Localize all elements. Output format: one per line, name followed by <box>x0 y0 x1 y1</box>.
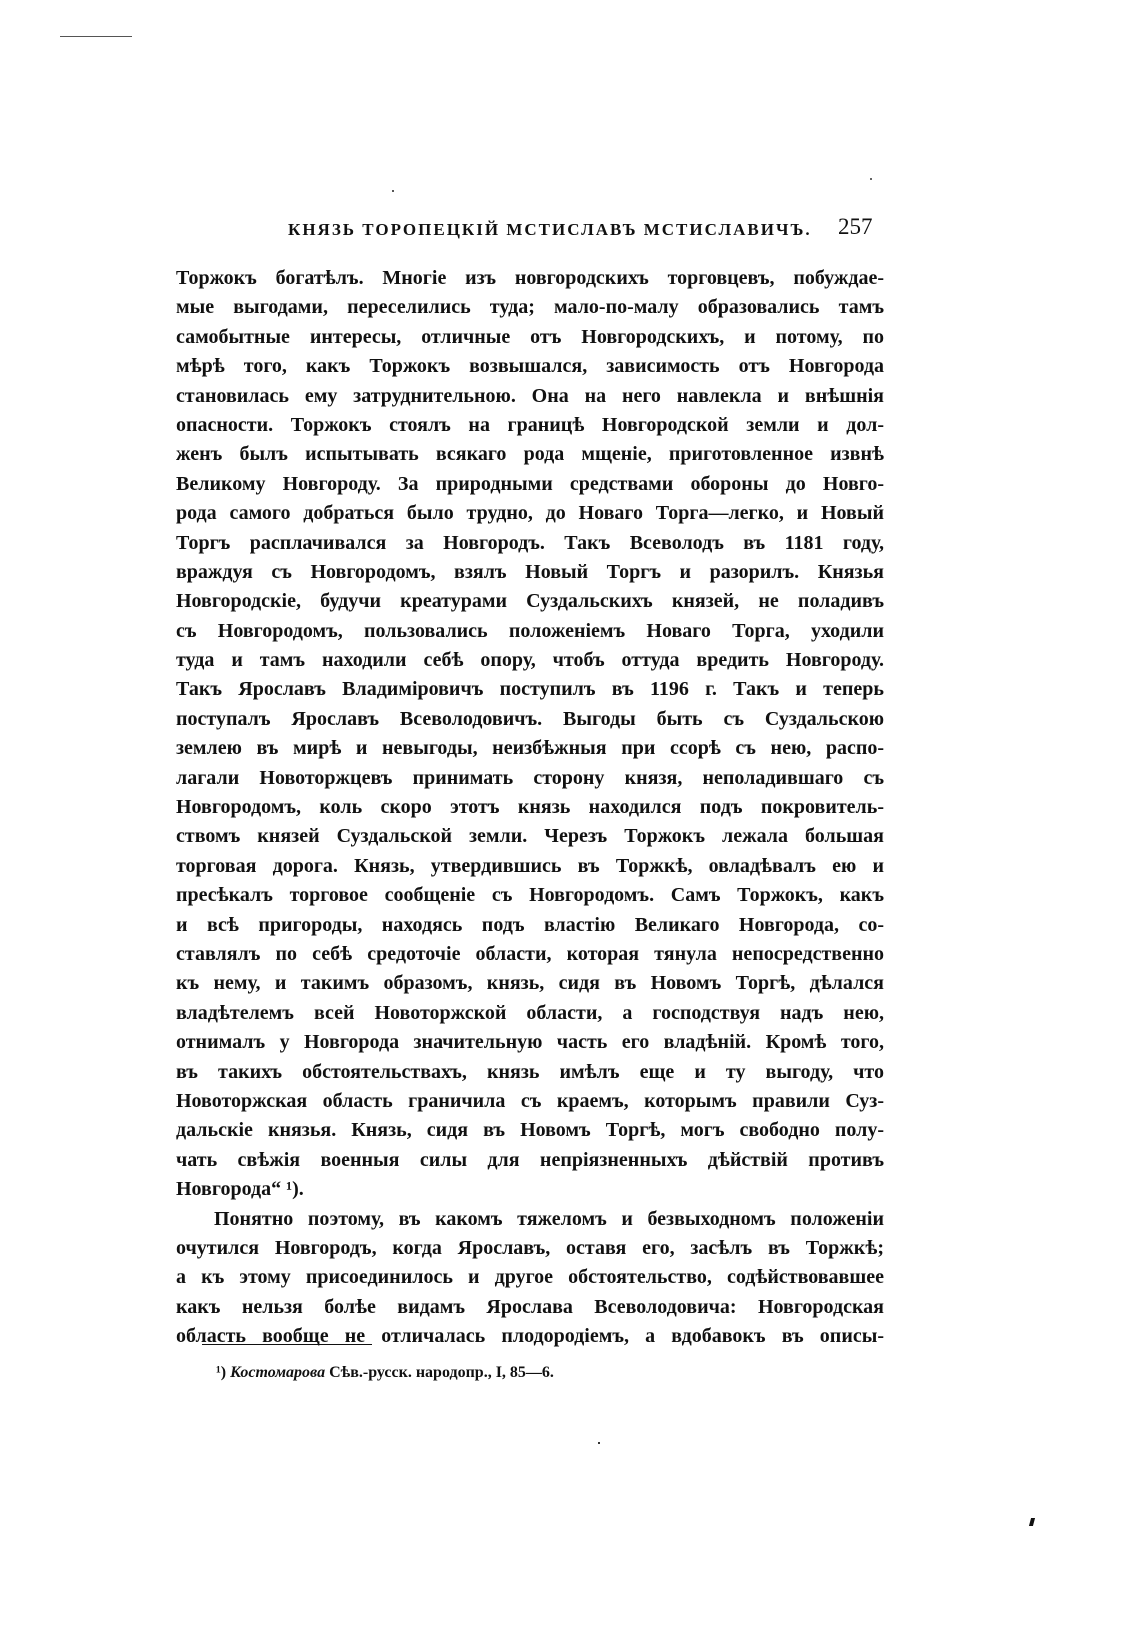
text-line: Великому Новгороду. За природными средствами обороны до Новго- <box>176 472 884 495</box>
text-line: въ такихъ обстоятельствахъ, князь имѣлъ еще и ту выгоду, что <box>176 1060 884 1083</box>
text-line: очутился Новгородъ, когда Ярославъ, оставя его, засѣлъ въ Торжкѣ; <box>176 1236 884 1259</box>
text-line: мѣрѣ того, какъ Торжокъ возвышался, зависимость отъ Новгорода <box>176 355 884 378</box>
running-head: КНЯЗЬ ТОРОПЕЦКІЙ МСТИСЛАВЪ МСТИСЛАВИЧЪ. <box>288 220 812 239</box>
text-line: Понятно поэтому, въ какомъ тяжеломъ и безвыходномъ положеніи <box>214 1207 884 1230</box>
text-line: поступалъ Ярославъ Всеволодовичъ. Выгоды быть съ Суздальскою <box>176 707 884 730</box>
text-line: мые выгодами, переселились туда; мало-по-малу образовались тамъ <box>176 296 884 319</box>
text-line: Новгородомъ, коль скоро этотъ князь находился подъ покровитель- <box>176 796 884 819</box>
footnote-marker: ¹) <box>216 1364 227 1381</box>
print-speck <box>598 1442 600 1444</box>
text-line: женъ былъ испытывать всякаго рода мщеніе, приготовленное извнѣ <box>176 443 884 466</box>
text-line: ставлялъ по себѣ средоточіе области, которая тянула непосредственно <box>176 942 884 965</box>
footnote <box>216 1364 554 1382</box>
text-line: Торжокъ богатѣлъ. Многіе изъ новгородскихъ торговцевъ, побуждае- <box>176 267 884 289</box>
footnote-text: Сѣв.-русск. народопр., I, 85—6. <box>329 1364 554 1381</box>
text-line: область вообще не отличалась плодородіемъ, а вдобавокъ въ описы- <box>176 1325 884 1348</box>
text-line: пресѣкалъ торговое сообщеніе съ Новгородомъ. Самъ Торжокъ, какъ <box>176 884 884 907</box>
text-line: Торгъ расплачивался за Новгородъ. Такъ Всеволодъ въ 1181 году, <box>176 531 884 554</box>
text-line: Новоторжская область граничила съ краемъ, которымъ правили Суз- <box>176 1089 884 1112</box>
text-line: туда и тамъ находили себѣ опору, чтобъ оттуда вредить Новгороду. <box>176 649 884 672</box>
text-line: ствомъ князей Суздальской земли. Черезъ Торжокъ лежала большая <box>176 825 884 848</box>
text-line: опасности. Торжокъ стоялъ на границѣ Новгородской земли и дол- <box>176 413 884 436</box>
footnote-author: Костомарова <box>230 1364 326 1381</box>
body-text <box>176 264 884 1351</box>
text-line: какъ нельзя болѣе видамъ Ярослава Всеволодовича: Новгородская <box>176 1295 884 1318</box>
print-speck <box>392 190 394 192</box>
text-line: отнималъ у Новгорода значительную часть его владѣній. Кромѣ того, <box>176 1031 884 1054</box>
text-line: лагали Новоторжцевъ принимать сторону князя, неполадившаго съ <box>176 766 884 789</box>
text-line: дальскіе князья. Князь, сидя въ Новомъ Торгѣ, могъ свободно полу- <box>176 1119 884 1142</box>
footnote-rule <box>202 1344 372 1345</box>
text-line: рода самого добраться было трудно, до Новаго Торга—легко, и Новый <box>176 502 884 525</box>
text-line: Такъ Ярославъ Владиміровичъ поступилъ въ 1196 г. Такъ и теперь <box>176 678 884 701</box>
text-line: чать свѣжія военныя силы для непріязненныхъ дѣйствій противъ <box>176 1148 884 1171</box>
text-line: становилась ему затруднительною. Она на него навлекла и внѣшнія <box>176 384 884 407</box>
text-line: Новгорода“ ¹). <box>176 1178 304 1201</box>
print-speck <box>870 178 872 180</box>
page-number: 257 <box>838 214 873 239</box>
text-line: къ нему, и такимъ образомъ, князь, сидя въ Новомъ Торгѣ, дѣлался <box>176 972 884 995</box>
text-line: Новгородскіе, будучи креатурами Суздальскихъ князей, не поладивъ <box>176 590 884 613</box>
top-rule <box>60 36 132 37</box>
text-line: и всѣ пригороды, находясь подъ властію Великаго Новгорода, со- <box>176 913 884 936</box>
text-line: торговая дорога. Князь, утвердившись въ Торжкѣ, овладѣвалъ ею и <box>176 854 884 877</box>
text-line: враждуя съ Новгородомъ, взялъ Новый Торгъ и разорилъ. Князья <box>176 560 884 583</box>
text-line: землею въ мирѣ и невыгоды, неизбѣжныя при ссорѣ съ нею, распо- <box>176 737 884 760</box>
text-line: самобытные интересы, отличные отъ Новгородскихъ, и потому, по <box>176 325 884 348</box>
text-line: съ Новгородомъ, пользовались положеніемъ Новаго Торга, уходили <box>176 619 884 642</box>
text-line: а къ этому присоединилось и другое обстоятельство, содѣйствовавшее <box>176 1266 884 1289</box>
corner-mark <box>1029 1518 1035 1526</box>
text-line: владѣтелемъ всей Новоторжской области, а господствуя надъ нею, <box>176 1001 884 1024</box>
